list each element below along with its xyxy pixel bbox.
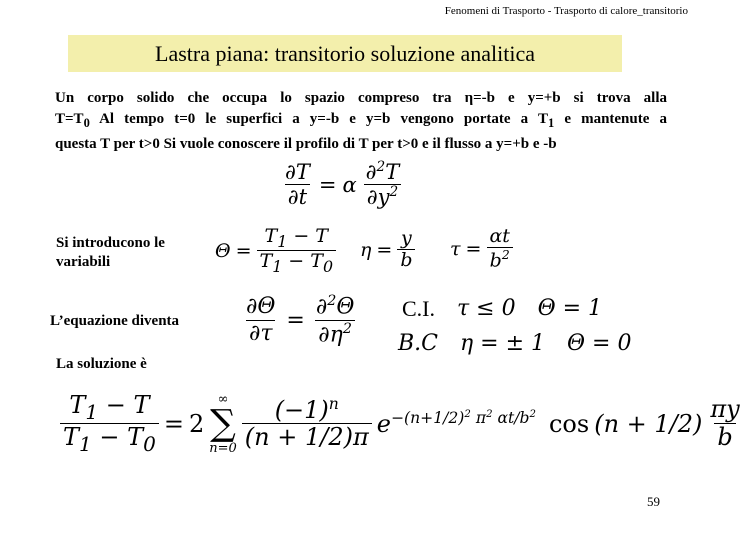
ci-condition: τ ≤ 0 [457, 296, 516, 321]
theta-definition: Θ = $\frac{T_1 - T}{T_1 - T_0}$ [215, 226, 336, 276]
solution-label: La soluzione è [56, 356, 147, 372]
dimensionless-equation: $\frac{\partial\Theta}{\partial\tau}$ = $\frac{\partial^2\Theta}{\partial\eta^2}$ [246, 293, 355, 347]
intro-line-1: Un corpo solido che occupa lo spazio compreso tra η=-b e y=+b si trova alla [55, 90, 667, 106]
bc-value: Θ = 0 [567, 331, 632, 356]
series-solution: $\frac{T_1 - T}{T_1 - T_0}$ = 2 ∞ ∑ n=0 $\frac{(-1)^n}{(n + 1/2)\pi}$ $e^{-(n+1/2)^2 \pi^2 \alpha t/b^2}$ cos (n + 1/2) $\frac{\pi y}{b}$ [60, 392, 743, 456]
intro-line-3: questa T per t>0 Si vuole conoscere il profilo di T per t>0 e il flusso a y=+b e -b [55, 136, 557, 152]
ci-value: Θ = 1 [537, 296, 603, 321]
slide-title: Lastra piana: transitorio soluzione analitica [68, 35, 622, 72]
tau-definition: τ = $\frac{\alpha t}{b^2}$ [450, 226, 513, 272]
initial-condition [402, 296, 602, 322]
page-number: 59 [647, 494, 660, 509]
boundary-condition [398, 331, 631, 356]
equation-label: L’equazione diventa [50, 313, 180, 329]
heat-equation: $\frac{\partial T}{\partial t}$ = α $\frac{\partial^2T}{\partial y^2}$ [285, 159, 400, 210]
intro-paragraph [55, 88, 667, 155]
variables-label: Si introducono le variabili [56, 235, 165, 270]
eta-definition: η = $\frac{y}{b}$ [360, 228, 415, 272]
bc-condition: η = ± 1 [460, 331, 546, 356]
intro-line-2: $T=T_0$ Al tempo t=0 le superfici a y=-b e y=b vengono portate a $T_1$ e mantenute a [55, 111, 667, 130]
ci-label: C.I. [402, 296, 435, 321]
bc-label: B.C [398, 331, 438, 356]
page-header: Fenomeni di Trasporto - Trasporto di calore_transitorio [444, 5, 688, 17]
